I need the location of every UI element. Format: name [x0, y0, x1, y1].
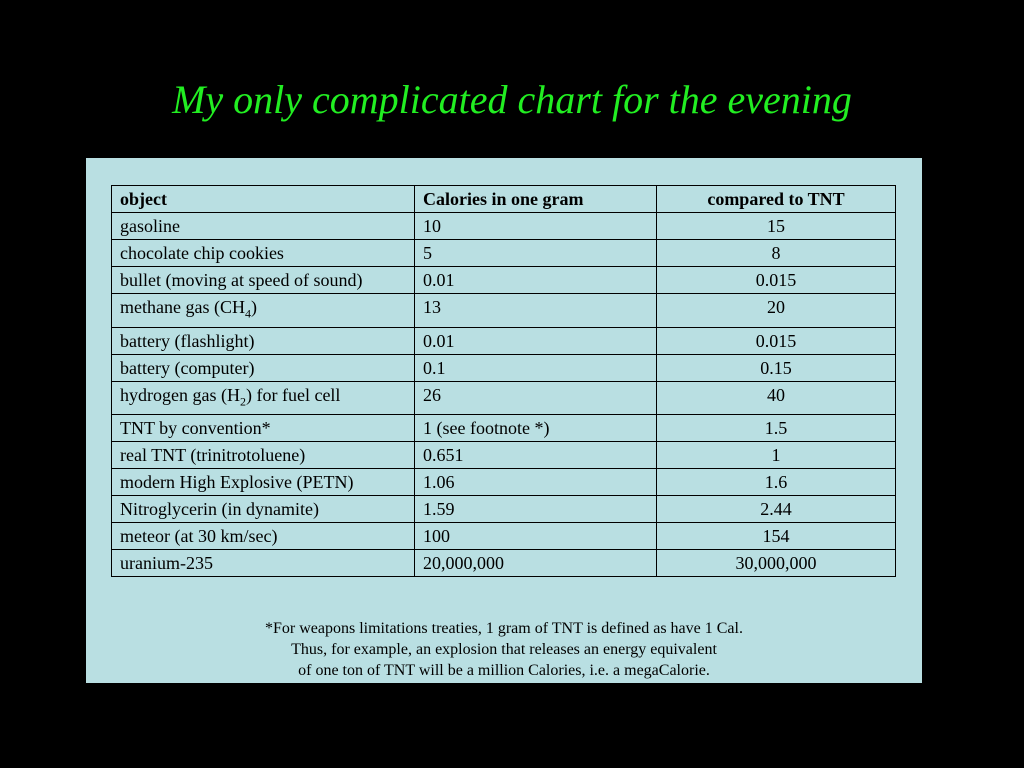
- object-text: ): [250, 297, 257, 317]
- tnt-cell: 0.015: [657, 327, 896, 354]
- table-row: [112, 327, 896, 354]
- table-row: [112, 496, 896, 523]
- table-row: [112, 415, 896, 442]
- object-cell: modern High Explosive (PETN): [112, 469, 415, 496]
- calories-cell: 20,000,000: [415, 550, 657, 577]
- header-calories: Calories in one gram: [415, 186, 657, 213]
- object-cell: TNT by convention*: [112, 415, 415, 442]
- tnt-cell: 1.6: [657, 469, 896, 496]
- tnt-cell: 1: [657, 442, 896, 469]
- footnote-line: Thus, for example, an explosion that releases an energy equivalent: [291, 641, 717, 658]
- calories-cell: 1 (see footnote *): [415, 415, 657, 442]
- header-object: object: [112, 186, 415, 213]
- subscript: 4: [244, 306, 251, 321]
- object-cell: bullet (moving at speed of sound): [112, 267, 415, 294]
- table-row: [112, 240, 896, 267]
- footnote-line: of one ton of TNT will be a million Calories, i.e. a megaCalorie.: [298, 662, 710, 679]
- object-cell: [112, 294, 415, 328]
- calories-cell: 0.651: [415, 442, 657, 469]
- calories-cell: 1.59: [415, 496, 657, 523]
- object-text: hydrogen gas (H: [120, 384, 240, 405]
- object-cell: battery (flashlight): [112, 327, 415, 354]
- table-row: [112, 267, 896, 294]
- object-text: ) for fuel cell: [245, 384, 341, 405]
- object-cell: gasoline: [112, 213, 415, 240]
- object-cell: meteor (at 30 km/sec): [112, 523, 415, 550]
- table-row: [112, 381, 896, 415]
- object-cell: battery (computer): [112, 354, 415, 381]
- table-panel: [86, 158, 922, 683]
- tnt-cell: 0.015: [657, 267, 896, 294]
- table-row: [112, 442, 896, 469]
- object-cell: chocolate chip cookies: [112, 240, 415, 267]
- tnt-cell: 2.44: [657, 496, 896, 523]
- slide-title: My only complicated chart for the evening: [172, 77, 852, 122]
- table-row: [112, 294, 896, 328]
- calories-cell: 1.06: [415, 469, 657, 496]
- object-text: methane gas (CH: [120, 297, 245, 317]
- calories-cell: 0.1: [415, 354, 657, 381]
- calories-cell: 100: [415, 523, 657, 550]
- tnt-cell: 8: [657, 240, 896, 267]
- calories-cell: 0.01: [415, 267, 657, 294]
- table-row: [112, 213, 896, 240]
- calories-cell: 26: [415, 381, 657, 415]
- tnt-cell: 154: [657, 523, 896, 550]
- table-row: [112, 354, 896, 381]
- tnt-cell: 40: [657, 381, 896, 415]
- calories-cell: 5: [415, 240, 657, 267]
- table-row: [112, 469, 896, 496]
- calories-cell: 0.01: [415, 327, 657, 354]
- calories-cell: 13: [415, 294, 657, 328]
- subscript: 2: [239, 394, 246, 409]
- object-cell: real TNT (trinitrotoluene): [112, 442, 415, 469]
- tnt-cell: 20: [657, 294, 896, 328]
- calories-cell: 10: [415, 213, 657, 240]
- object-cell: [112, 381, 415, 415]
- tnt-cell: 30,000,000: [657, 550, 896, 577]
- object-cell: Nitroglycerin (in dynamite): [112, 496, 415, 523]
- object-cell: uranium-235: [112, 550, 415, 577]
- table-row: [112, 523, 896, 550]
- energy-table: [111, 185, 896, 577]
- footnote: [86, 618, 922, 681]
- header-compared-to-tnt: compared to TNT: [657, 186, 896, 213]
- table-row: [112, 550, 896, 577]
- tnt-cell: 15: [657, 213, 896, 240]
- tnt-cell: 0.15: [657, 354, 896, 381]
- table-header-row: [112, 186, 896, 213]
- footnote-line: *For weapons limitations treaties, 1 gram of TNT is defined as have 1 Cal.: [265, 620, 743, 637]
- tnt-cell: 1.5: [657, 415, 896, 442]
